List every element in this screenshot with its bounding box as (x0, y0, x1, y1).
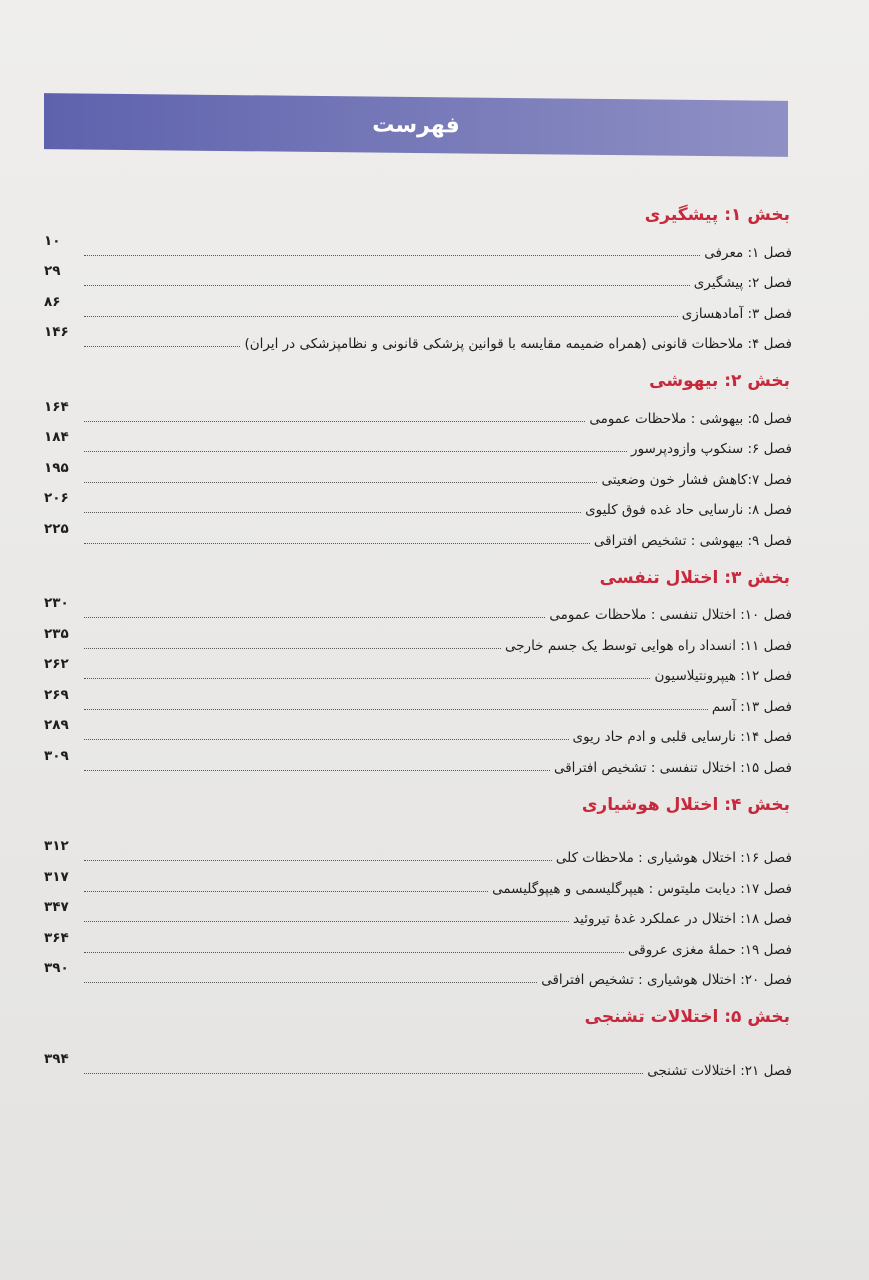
toc-entry[interactable] (44, 427, 792, 458)
dot-leader (84, 952, 624, 953)
chapter-label: فصل ۱: معرفی (704, 244, 792, 261)
dot-leader (84, 1073, 643, 1074)
dot-leader (84, 678, 650, 679)
page-number: ۳۱۲ (44, 838, 69, 854)
page-number: ۲۶۹ (44, 686, 69, 703)
dot-leader (84, 482, 597, 483)
page-number: ۳۶۴ (44, 929, 69, 946)
dot-leader (84, 316, 678, 317)
section-title: بخش ۳: اختلال تنفسی (599, 567, 790, 588)
page-number: ۲۲۵ (44, 520, 69, 537)
chapter-label: فصل ۶: سنکوپ وازودپرسور (631, 441, 792, 457)
section-2 (44, 366, 792, 549)
toc-entry[interactable] (44, 866, 792, 897)
dot-leader (84, 255, 700, 256)
chapter-label: فصل ۱۵: اختلال تنفسی : تشخیص افتراقی (553, 759, 792, 776)
page-number: ۱۶۴ (44, 398, 69, 415)
dot-leader (84, 543, 590, 544)
dot-leader (84, 921, 569, 922)
chapter-label: فصل ۲: پیشگیری (693, 275, 792, 291)
toc-entry[interactable] (44, 322, 792, 353)
chapter-label: فصل ۱۹: حملهٔ مغزی عروقی (628, 941, 792, 958)
toc-title: فهرست (372, 112, 460, 138)
dot-leader (84, 648, 501, 649)
chapter-label: فصل ۸: نارسایی حاد غده فوق کلیوی (585, 502, 792, 518)
dot-leader (84, 512, 581, 513)
toc-entry[interactable] (44, 488, 792, 519)
chapter-label: فصل ۷:کاهش فشار خون وضعیتی (601, 471, 792, 488)
page-number: ۲۹ (44, 263, 61, 279)
page-number: ۳۹۰ (44, 960, 69, 976)
dot-leader (84, 285, 690, 286)
chapter-label: فصل ۱۳: آسم (711, 698, 792, 715)
page-number: ۸۶ (44, 293, 61, 310)
chapter-label: فصل ۱۶: اختلال هوشیاری : ملاحظات کلی (555, 850, 792, 866)
toc-entry[interactable] (44, 927, 792, 958)
section-3 (44, 563, 792, 776)
toc-entry[interactable] (44, 396, 792, 427)
dot-leader (84, 617, 545, 618)
toc-entry[interactable] (44, 261, 792, 292)
page-number: ۳۹۴ (44, 1050, 69, 1067)
dot-leader (84, 346, 240, 347)
toc-header-banner (44, 93, 788, 157)
chapter-label: فصل ۳: آمادهسازی (681, 305, 792, 322)
page-number: ۲۳۰ (44, 595, 69, 611)
page-number: ۱۹۵ (44, 459, 69, 476)
dot-leader (84, 739, 569, 740)
chapter-label: فصل ۱۰: اختلال تنفسی : ملاحظات عمومی (549, 607, 792, 623)
chapter-label: فصل ۲۱: اختلالات تشنجی (647, 1062, 792, 1079)
page-number: ۲۸۹ (44, 717, 69, 733)
toc-entry[interactable] (44, 897, 792, 928)
toc-entry[interactable] (44, 715, 792, 746)
dot-leader (84, 770, 550, 771)
page-number: ۱۰ (44, 232, 61, 249)
dot-leader (84, 421, 585, 422)
section-title: بخش ۴: اختلال هوشیاری (581, 794, 790, 815)
chapter-label: فصل ۱۸: اختلال در عملکرد غدهٔ تیروئید (573, 911, 792, 927)
toc-entry[interactable] (44, 457, 792, 488)
toc-entry[interactable] (44, 291, 792, 322)
toc-entry[interactable] (44, 1048, 792, 1079)
table-of-contents (44, 200, 792, 1079)
dot-leader (84, 451, 627, 452)
section-4 (44, 790, 792, 989)
page-number: ۱۸۴ (44, 429, 69, 445)
toc-entry[interactable] (44, 518, 792, 549)
page-number: ۳۴۷ (44, 899, 69, 915)
toc-entry[interactable] (44, 745, 792, 776)
chapter-label: فصل ۹: بیهوشی : تشخیص افتراقی (593, 532, 792, 549)
toc-entry[interactable] (44, 230, 792, 261)
section-5 (44, 1002, 792, 1079)
page-number: ۲۰۶ (44, 490, 69, 506)
chapter-label: فصل ۵: بیهوشی : ملاحظات عمومی (589, 410, 792, 427)
section-title: بخش ۱: پیشگیری (644, 205, 790, 225)
toc-entry[interactable] (44, 593, 792, 624)
page-number: ۱۴۶ (44, 324, 69, 340)
chapter-label: فصل ۲۰: اختلال هوشیاری : تشخیص افتراقی (541, 972, 792, 988)
section-title: بخش ۲: بیهوشی (649, 371, 790, 391)
page-number: ۲۶۲ (44, 656, 69, 672)
dot-leader (84, 860, 552, 861)
chapter-label: فصل ۱۱: انسداد راه هوایی توسط یک جسم خارجی (504, 637, 792, 654)
toc-entry[interactable] (44, 836, 792, 867)
toc-entry[interactable] (44, 654, 792, 685)
dot-leader (84, 891, 488, 892)
toc-entry[interactable] (44, 623, 792, 654)
chapter-label: فصل ۱۷: دیابت ملیتوس : هیپرگلیسمی و هیپوگلیسمی (492, 880, 792, 897)
section-title: بخش ۵: اختلالات تشنجی (584, 1007, 790, 1027)
toc-entry[interactable] (44, 684, 792, 715)
page-number: ۲۳۵ (44, 625, 69, 642)
chapter-label: فصل ۱۴: نارسایی قلبی و ادم حاد ریوی (572, 729, 792, 745)
page-number: ۳۰۹ (44, 747, 69, 764)
chapter-label: فصل ۱۲: هیپرونتیلاسیون (654, 668, 792, 684)
chapter-label: فصل ۴: ملاحظات قانونی (همراه ضمیمه مقایسه با قوانین پزشکی قانونی و نظامپزشکی در ایران) (244, 336, 792, 352)
toc-entry[interactable] (44, 958, 792, 989)
dot-leader (84, 982, 537, 983)
dot-leader (84, 709, 708, 710)
page-number: ۳۱۷ (44, 868, 69, 885)
section-1 (44, 200, 792, 352)
